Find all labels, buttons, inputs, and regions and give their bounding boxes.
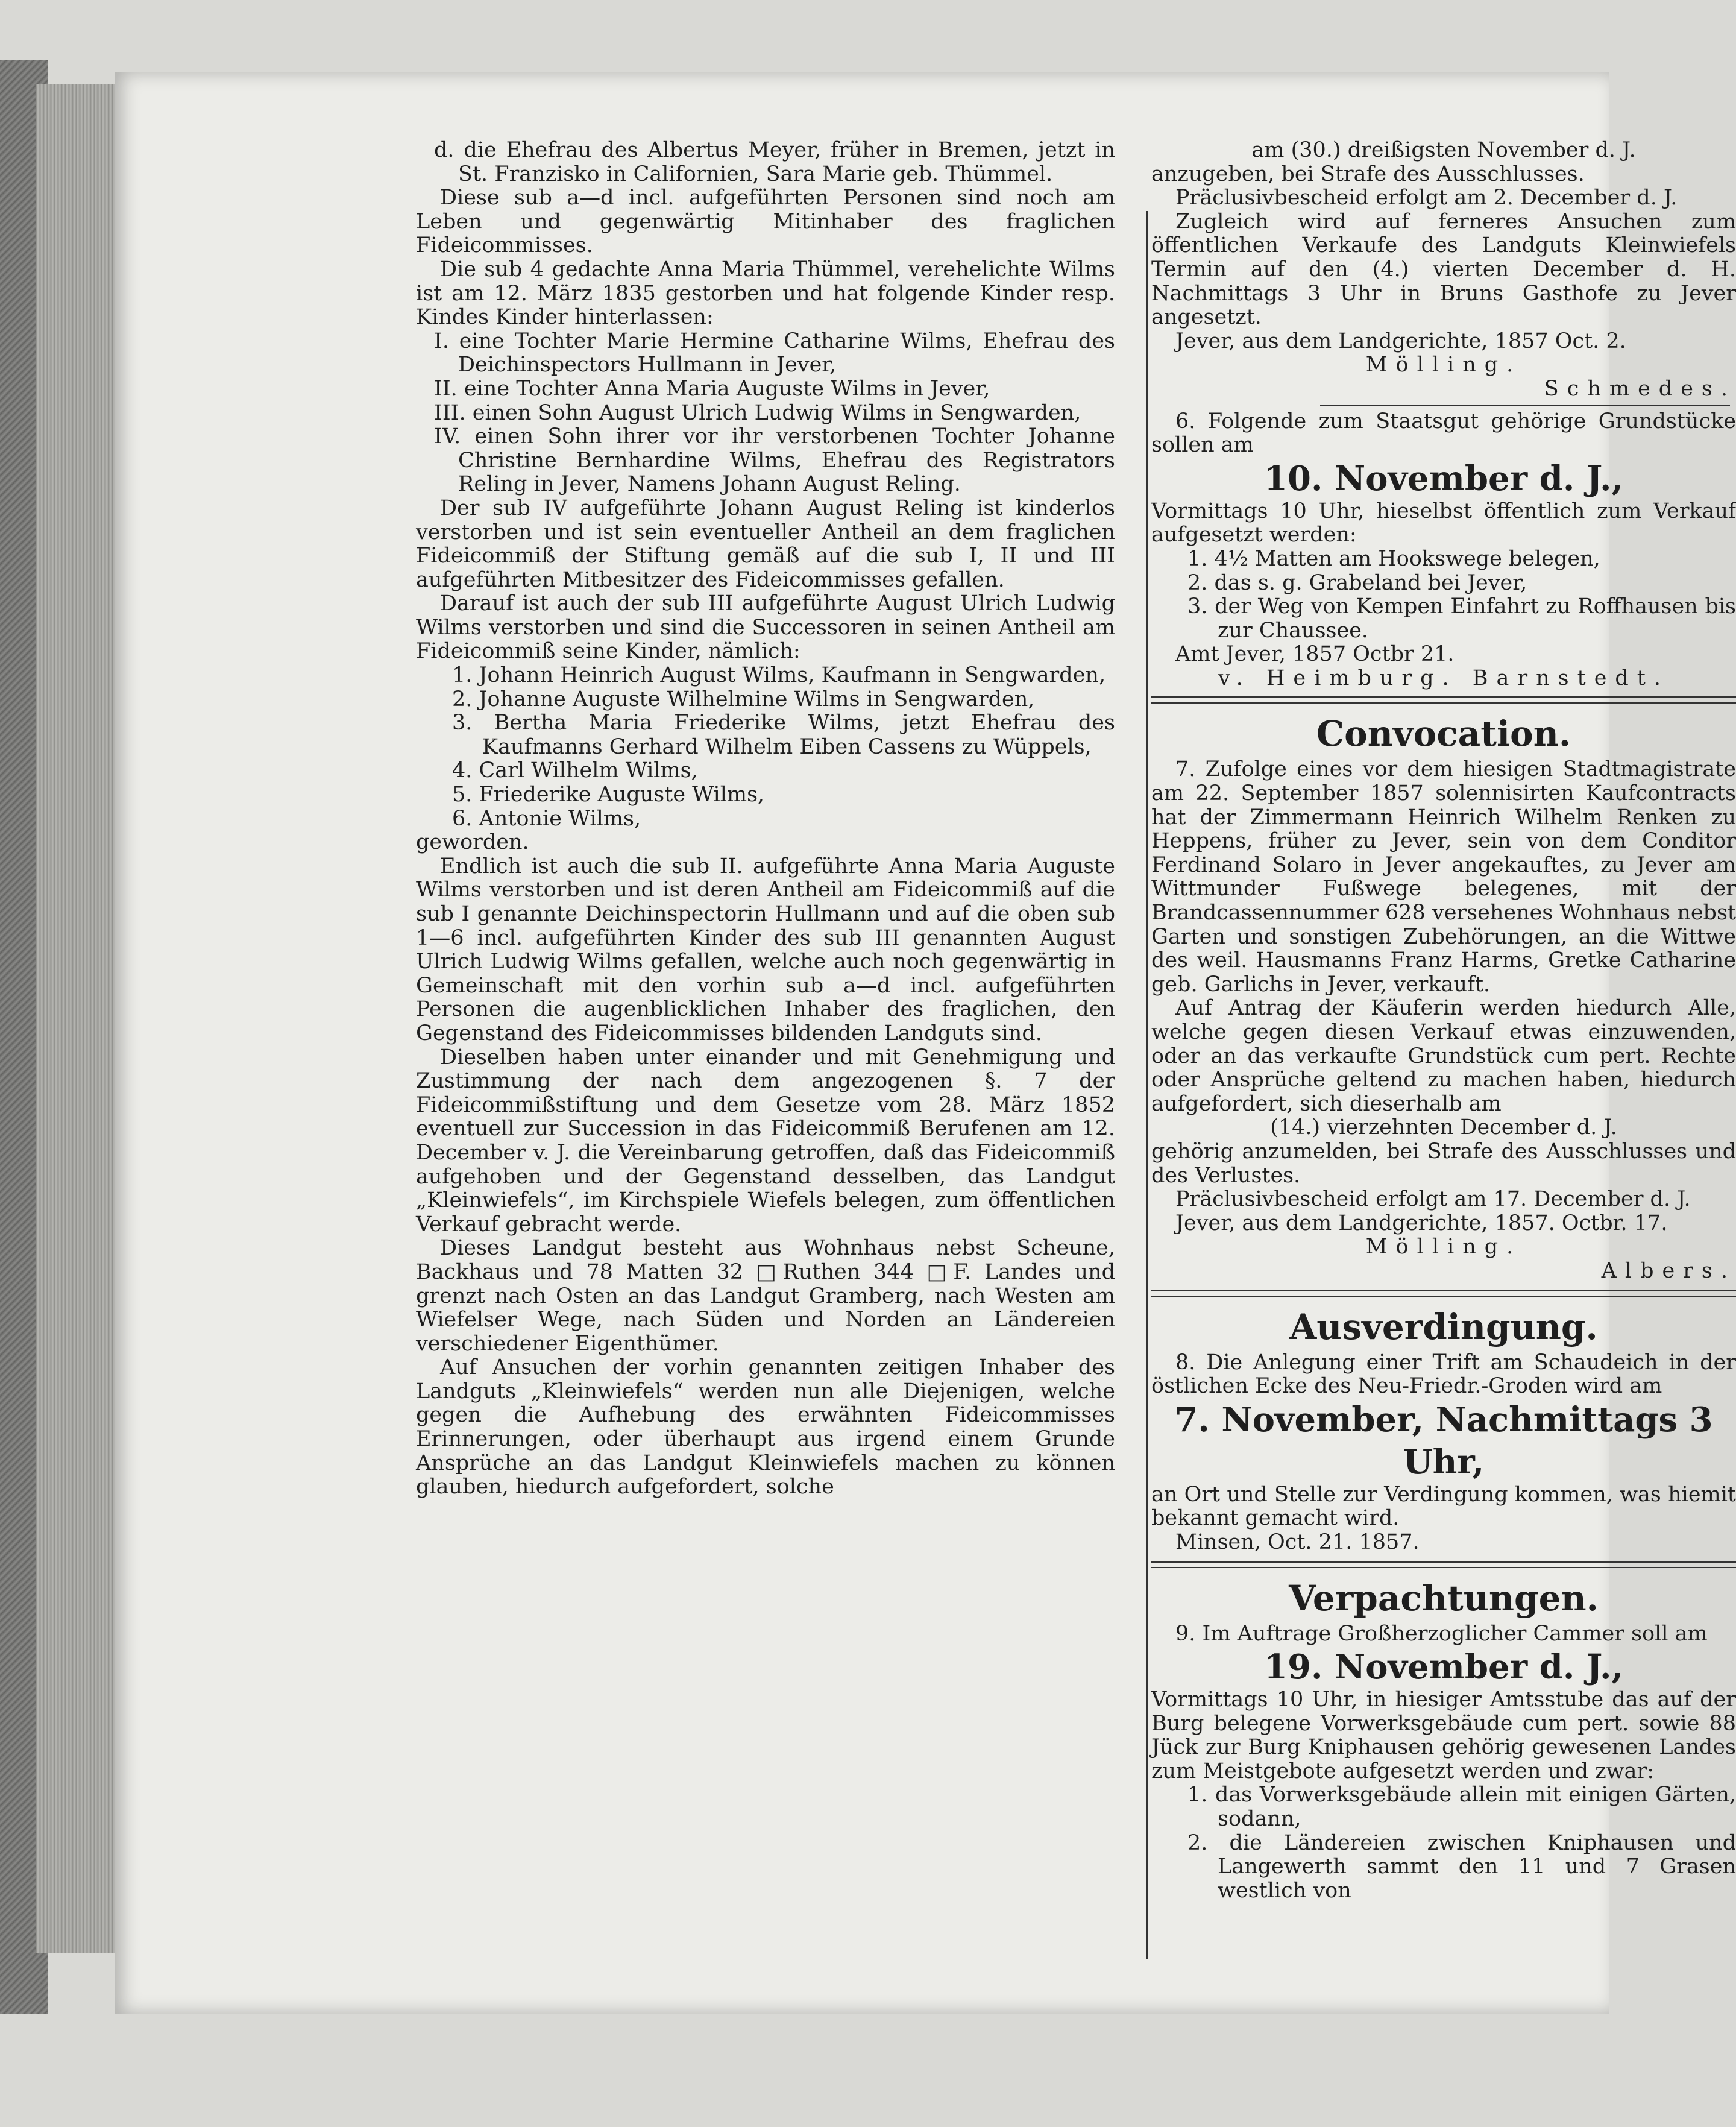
paragraph: Vormittags 10 Uhr, in hiesiger Amtsstube das auf der Burg belegene Vorwerksgebäude cum pert. sowie 88 Jück zur Burg Kniphausen gehörig gewesenen Landes zum Meistgebote aufgesetzt werden und zwar: (1151, 1687, 1736, 1783)
paragraph: Jever, aus dem Landgerichte, 1857 Oct. 2. (1175, 329, 1626, 353)
paragraph: gehörig anzumelden, bei Strafe des Ausschlusses und des Verlustes. (1151, 1139, 1736, 1188)
paragraph: 2. Johanne Auguste Wilhelmine Wilms in Sengwarden, (452, 687, 1035, 711)
paragraph: 3. der Weg von Kempen Einfahrt zu Roffhausen bis zur Chaussee. (1187, 594, 1736, 643)
signature-heimburg-barnstedt: v. Heimburg. Barnstedt. (1218, 666, 1669, 690)
newspaper-page (115, 72, 1736, 2014)
notice-6-body (1151, 500, 1736, 667)
section-divider (1151, 1290, 1736, 1297)
notice-9-body (1151, 1688, 1736, 1903)
signature-albers: Albers. (1601, 1258, 1736, 1283)
paragraph: (14.) vierzehnten December d. J. (1270, 1115, 1617, 1140)
signature-moelling-2: Mölling. (1365, 1235, 1522, 1259)
heading-verpachtungen: Verpachtungen. (1289, 1577, 1599, 1619)
paragraph: II. eine Tochter Anna Maria Auguste Wilms in Jever, (434, 376, 990, 401)
paragraph: 7. Zufolge eines vor dem hiesigen Stadtmagistrate am 22. September 1857 solennisirten Kaufcontracts hat der Zimmermann Heinrich Wilhelm Renken zu Heppens, früher zu Jever, sein von dem Conditor Ferdinand Solaro in Jever angekauftes, zu Jever am Wittmunder Fußwege belegenes, mit der Brandcassennummer 628 versehenes Wohnhaus nebst Garten und sonstigen Zubehörungen, an die Wittwe des weil. Hausmanns Franz Harms, Gretke Catharine geb. Garlichs in Jever, verkauft. (1151, 757, 1736, 997)
paragraph: Amt Jever, 1857 Octbr 21. (1175, 642, 1455, 667)
paragraph: Präclusivbescheid erfolgt am 17. December d. J. (1175, 1187, 1691, 1212)
paragraph: Dieses Landgut besteht aus Wohnhaus nebst Scheune, Backhaus und 78 Matten 32 □Ruthen 344 □F. Landes und grenzt nach Osten an das Landgut Gramberg, nach Westen am Wiefelser Wege, nach Süden und Norden an Ländereien verschiedener Eigenthümer. (416, 1236, 1115, 1356)
paragraph: 1. Johann Heinrich August Wilms, Kaufmann in Sengwarden, (452, 663, 1106, 688)
heading-ausverdingung: Ausverdingung. (1289, 1306, 1598, 1347)
notice-6-intro: 6. Folgende zum Staatsgut gehörige Grundstücke sollen am (1151, 409, 1736, 458)
column-divider (1146, 211, 1148, 1959)
paragraph: Die sub 4 gedachte Anna Maria Thümmel, verehelichte Wilms ist am 12. März 1835 gestorben und hat folgende Kinder resp. Kindes Kinder hinterlassen: (416, 257, 1115, 330)
paragraph: 3. Bertha Maria Friederike Wilms, jetzt Ehefrau des Kaufmanns Gerhard Wilhelm Eiben Cassens zu Wüppels, (452, 711, 1115, 759)
paragraph: Auf Antrag der Käuferin werden hiedurch Alle, welche gegen diesen Verkauf etwas einzuwenden, oder an das verkaufte Grundstück cum pert. Rechte oder Ansprüche geltend zu machen haben, hiedurch aufgefordert, sich dieserhalb am (1151, 996, 1736, 1116)
paragraph: 6. Antonie Wilms, (452, 806, 641, 831)
signature-moelling: Mölling. (1365, 353, 1522, 377)
paragraph: 2. das s. g. Grabeland bei Jever, (1187, 570, 1527, 595)
section-divider (1151, 696, 1736, 704)
right-column (1151, 139, 1736, 1903)
paragraph: anzugeben, bei Strafe des Ausschlusses. (1151, 162, 1585, 186)
paragraph: Auf Ansuchen der vorhin genannten zeitigen Inhaber des Landguts „Kleinwiefels“ werden nun alle Diejenigen, welche gegen die Aufhebung des erwähnten Fideicommisses Erinnerungen, oder überhaupt aus irgend einem Grunde Ansprüche an das Landgut Kleinwiefels machen zu können glauben, hiedurch aufgefordert, solche (416, 1355, 1115, 1499)
paragraph: I. eine Tochter Marie Hermine Catharine Wilms, Ehefrau des Deichinspectors Hullmann in Jever, (434, 329, 1115, 377)
section-divider (1151, 1561, 1736, 1568)
notice-9-date: 19. November d. J., (1264, 1647, 1623, 1687)
heading-convocation: Convocation. (1316, 713, 1571, 755)
paragraph: 1. 4½ Matten am Hookswege belegen, (1187, 546, 1600, 571)
notice-kleinwiefels-end (1151, 139, 1736, 353)
paragraph: Vormittags 10 Uhr, hieselbst öffentlich zum Verkauf aufgesetzt werden: (1151, 499, 1736, 547)
paragraph: Endlich ist auch die sub II. aufgeführte Anna Maria Auguste Wilms verstorben und ist deren Antheil am Fideicommiß auf die sub I genannte Deichinspectorin Hullmann und auf die oben sub 1—6 incl. aufgeführten Kinder des sub III genannten August Ulrich Ludwig Wilms gefallen, welche auch noch gegenwärtig in Gemeinschaft mit den vorhin sub a—d incl. aufgeführten Personen die augenblicklichen Inhaber des fraglichen, den Gegenstand des Fideicommisses bildenden Landguts sind. (416, 854, 1115, 1045)
paragraph: Dieselben haben unter einander und mit Genehmigung und Zustimmung der nach dem angezogenen §. 7 der Fideicommißstiftung und dem Gesetze vom 28. März 1852 eventuell zur Succession in das Fideicommiß Berufenen am 12. December v. J. die Vereinbarung getroffen, daß das Fideicommiß aufgehoben und der Gegenstand desselben, das Landgut „Kleinwiefels“, im Kirchspiele Wiefels belegen, zum öffentlichen Verkauf gebracht werde. (416, 1045, 1115, 1237)
paragraph: 4. Carl Wilhelm Wilms, (452, 758, 698, 783)
paragraph: Jever, aus dem Landgerichte, 1857. Octbr. 17. (1175, 1211, 1668, 1235)
paragraph: geworden. (416, 830, 529, 855)
paragraph: am (30.) dreißigsten November d. J. (1251, 138, 1636, 162)
book-page-stack (36, 84, 117, 1953)
left-column (416, 139, 1115, 1499)
notice-8-body (1151, 1483, 1736, 1555)
paragraph: Darauf ist auch der sub III aufgeführte August Ulrich Ludwig Wilms verstorben und sind die Successoren in seinen Antheil am Fideicommiß seine Kinder, nämlich: (416, 591, 1115, 664)
paragraph: d. die Ehefrau des Albertus Meyer, früher in Bremen, jetzt in St. Franzisko in Californien, Sara Marie geb. Thümmel. (434, 138, 1115, 186)
paragraph: 2. die Ländereien zwischen Kniphausen und Langewerth sammt den 11 und 7 Grasen westlich von (1187, 1830, 1736, 1903)
paragraph: III. einen Sohn August Ulrich Ludwig Wilms in Sengwarden, (434, 400, 1081, 425)
paragraph: Diese sub a—d incl. aufgeführten Personen sind noch am Leben und gegenwärtig Mitinhaber des fraglichen Fideicommisses. (416, 186, 1115, 258)
divider (1320, 405, 1730, 406)
signature-schmedes: Schmedes. (1544, 376, 1736, 401)
paragraph: IV. einen Sohn ihrer vor ihr verstorbenen Tochter Johanne Christine Bernhardine Wilms, Ehefrau des Registrators Reling in Jever, Namens Johann August Reling. (434, 424, 1115, 497)
notice-8-intro: 8. Die Anlegung einer Trift am Schaudeich in der östlichen Ecke des Neu-Friedr.-Groden wird am (1151, 1350, 1736, 1399)
notice-8-date: 7. November, Nachmittags 3 Uhr, (1174, 1399, 1713, 1482)
paragraph: 1. das Vorwerksgebäude allein mit einigen Gärten, sodann, (1187, 1783, 1736, 1832)
notice-6-date: 10. November d. J., (1264, 458, 1623, 499)
paragraph: an Ort und Stelle zur Verdingung kommen, was hiemit bekannt gemacht wird. (1151, 1482, 1736, 1531)
paragraph: Minsen, Oct. 21. 1857. (1175, 1530, 1420, 1554)
paragraph: Präclusivbescheid erfolgt am 2. December d. J. (1175, 186, 1678, 210)
paragraph: Zugleich wird auf ferneres Ansuchen zum öffentlichen Verkaufe des Landguts Kleinwiefels Termin auf den (4.) vierten December d. H. Nachmittags 3 Uhr in Bruns Gasthofe zu Jever angesetzt. (1151, 209, 1736, 330)
notice-7-body (1151, 758, 1736, 1235)
paragraph: 5. Friederike Auguste Wilms, (452, 783, 765, 807)
notice-9-intro: 9. Im Auftrage Großherzoglicher Cammer soll am (1175, 1621, 1708, 1646)
paragraph: Der sub IV aufgeführte Johann August Reling ist kinderlos verstorben und ist sein eventueller Antheil an dem fraglichen Fideicommiß der Stiftung gemäß auf die sub I, II und III aufgeführten Mitbesitzer des Fideicommisses gefallen. (416, 496, 1115, 592)
